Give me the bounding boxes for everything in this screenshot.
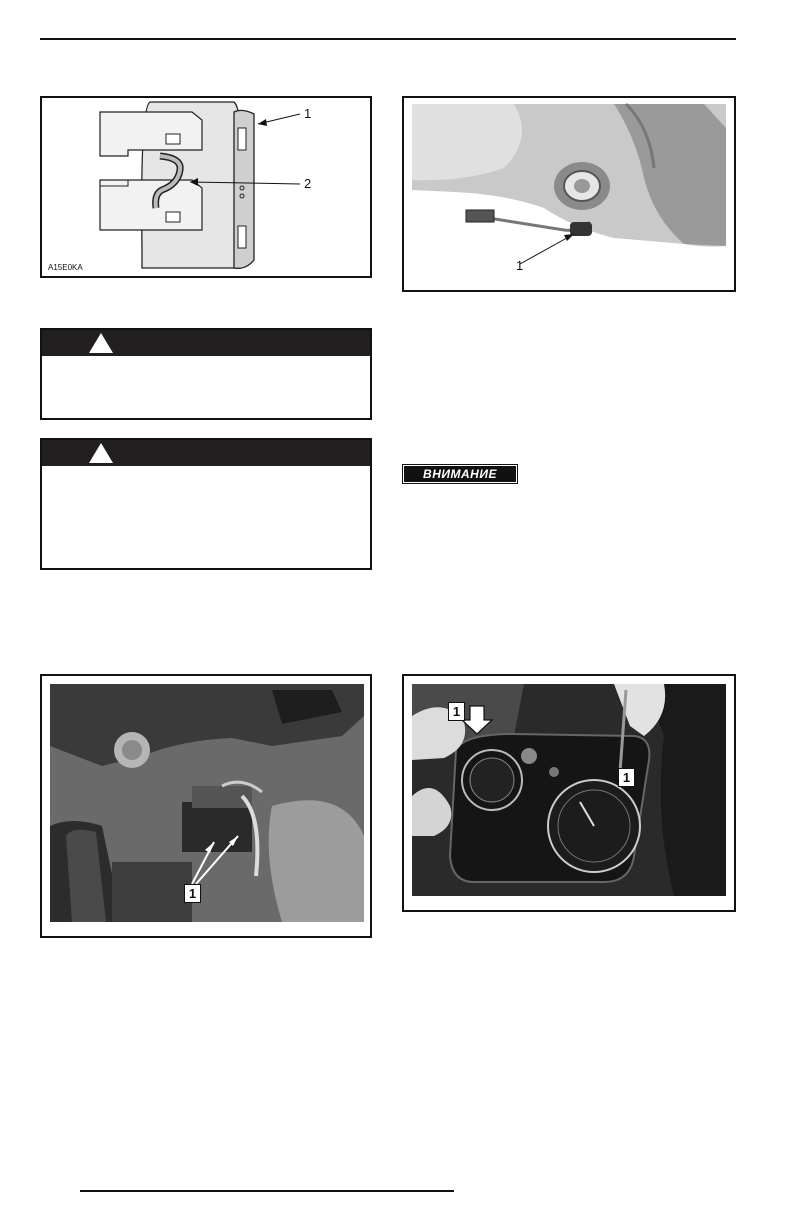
figure-gauge-photo	[402, 674, 736, 912]
header-rule	[40, 38, 736, 40]
figure-sensor-photo	[402, 96, 736, 292]
fuse-illustration	[42, 98, 370, 276]
sensor-callout-1: 1	[516, 258, 524, 273]
warning-box-2	[40, 438, 372, 570]
warning-triangle-icon	[88, 332, 114, 354]
warning-header-1	[42, 330, 370, 356]
engine-callout-1: 1	[184, 884, 201, 903]
figure-engine-photo	[40, 674, 372, 938]
warning-triangle-icon	[88, 442, 114, 464]
caution-label: ВНИМАНИЕ	[402, 464, 518, 484]
fuse-callout-2: 2	[304, 176, 312, 191]
footer-rule	[80, 1190, 454, 1192]
warning-header-2	[42, 440, 370, 466]
sensor-photo	[404, 98, 734, 290]
engine-bay-photo	[42, 676, 370, 936]
figure-fuse-diagram	[40, 96, 372, 278]
gauge-callout-1-left: 1	[448, 702, 465, 721]
figure-code: A15E0KA	[48, 263, 83, 272]
warning-box-1	[40, 328, 372, 420]
gauge-callout-1-right: 1	[618, 768, 635, 787]
fuse-callout-1: 1	[304, 106, 312, 121]
